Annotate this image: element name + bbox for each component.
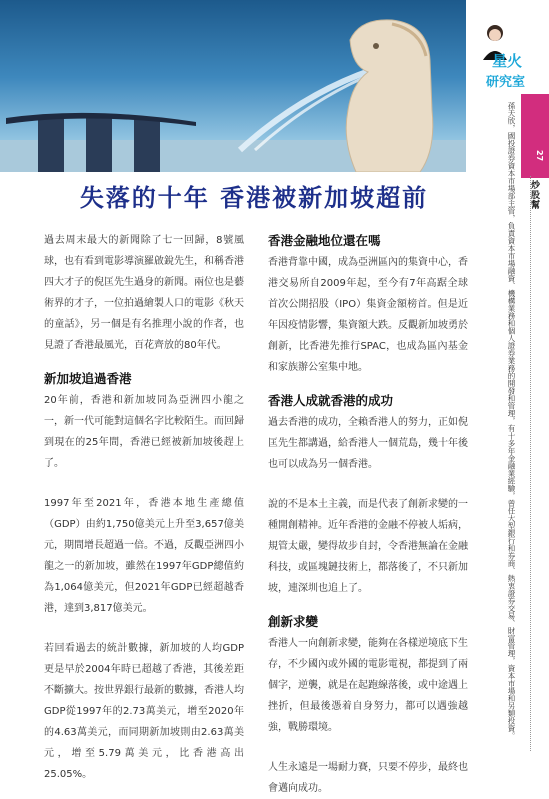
left-article-column bbox=[44, 230, 244, 785]
section-tab bbox=[521, 94, 549, 178]
tower bbox=[38, 118, 64, 172]
brand-label: 星火 研究室 bbox=[485, 52, 525, 90]
section-title: 炒股幫 bbox=[529, 180, 539, 210]
section-heading: 香港金融地位還在嗎 bbox=[268, 233, 381, 248]
sidebar bbox=[466, 0, 549, 768]
right-article-column bbox=[268, 230, 468, 799]
paragraph: 若回看過去的統計數據，新加坡的人均GDP更是早於2004年時已超越了香港，其後差距不斷擴大。按世界銀行最新的數據，香港人均GDP從1997年的2.73萬美元，增至2020年的4.63萬美元，而同期新加坡則由2.63萬美元，增至5.79萬美元，比香港高出25.05%。 bbox=[44, 643, 244, 780]
tower bbox=[134, 118, 160, 172]
tower bbox=[86, 116, 112, 172]
skyline-illustration bbox=[0, 0, 466, 172]
paragraph: 過去周末最大的新聞除了七一回歸，8號風球，也有看到電影導演羅啟銳先生，和稱香港四大才子的倪匡先生過身的新聞。兩位也是藝術界的才子，一位拍過繪製人口的電影《秋天的童話》，另一個是有名推理小說的作者，也見證了香港最風光，百花齊放的80年代。 bbox=[44, 235, 244, 351]
section-heading: 香港人成就香港的成功 bbox=[268, 393, 394, 408]
headline: 失落的十年 香港被新加坡超前 bbox=[79, 184, 429, 212]
paragraph: 香港人一向創新求變，能夠在各樣逆境底下生存，不少國內或外國的電影電視，都提到了兩個字，逆襲，就是在起跑線落後，或中途遇上挫折，但最後憑着自身努力，都可以遇強越強，戰勝環境。 bbox=[268, 638, 468, 733]
hero-photo-singapore bbox=[0, 0, 466, 172]
paragraph: 過去香港的成功，全賴香港人的努力，正如倪匡先生都講過，給香港人一個荒島，幾十年後也可以成為另一個香港。 bbox=[268, 417, 468, 470]
paragraph: 人生永遠是一場耐力賽，只要不停步，最終也會邁向成功。 bbox=[268, 762, 468, 794]
author-bio: 孫天欣，國投證券資本市場部主管，負責資本市場融資、機構業務和個人證券業務的開發和管理，有十多年金融業經驗，曾任大型銀行和券商、熱衷證券交易、財富管理，資本市場和另類投資。 bbox=[507, 102, 516, 740]
page-number: 27 bbox=[535, 150, 544, 162]
divider bbox=[530, 176, 531, 751]
paragraph: 1997年至2021年，香港本地生產總值（GDP）由約1,750億美元上升至3,657億美元，期間增長超過一倍。不過，反觀亞洲四小龍之一的新加坡，雖然在1997年GDP總值約為1,064億美元，但2021年GDP已經超越香港，達到3,817億美元。 bbox=[44, 498, 244, 614]
section-heading: 新加坡追過香港 bbox=[44, 371, 132, 386]
paragraph: 香港背靠中國，成為亞洲區內的集資中心，香港交易所自2009年起，至今有7年高踞全球首次公開招股（IPO）集資金額榜首。但是近年因疫情影響，集資額大跌。反觀新加坡勇於創新，比香港先推行SPAC，也成為區內基金和家族辦公室集中地。 bbox=[268, 257, 468, 373]
section-heading: 創新求變 bbox=[268, 614, 319, 629]
paragraph: 20年前，香港和新加坡同為亞洲四小龍之一，新一代可能對這個名字比較陌生。而回歸到現在的25年間，香港已經被新加坡後趕上了。 bbox=[44, 395, 244, 469]
paragraph: 說的不是本土主義，而是代表了創新求變的一種開創精神。近年香港的金融不停被人垢病，規管太嚴，變得故步自封，令香港無論在金融科技，或區塊鏈技術上，都落後了，不只新加坡，連深圳也追上了。 bbox=[268, 499, 468, 594]
